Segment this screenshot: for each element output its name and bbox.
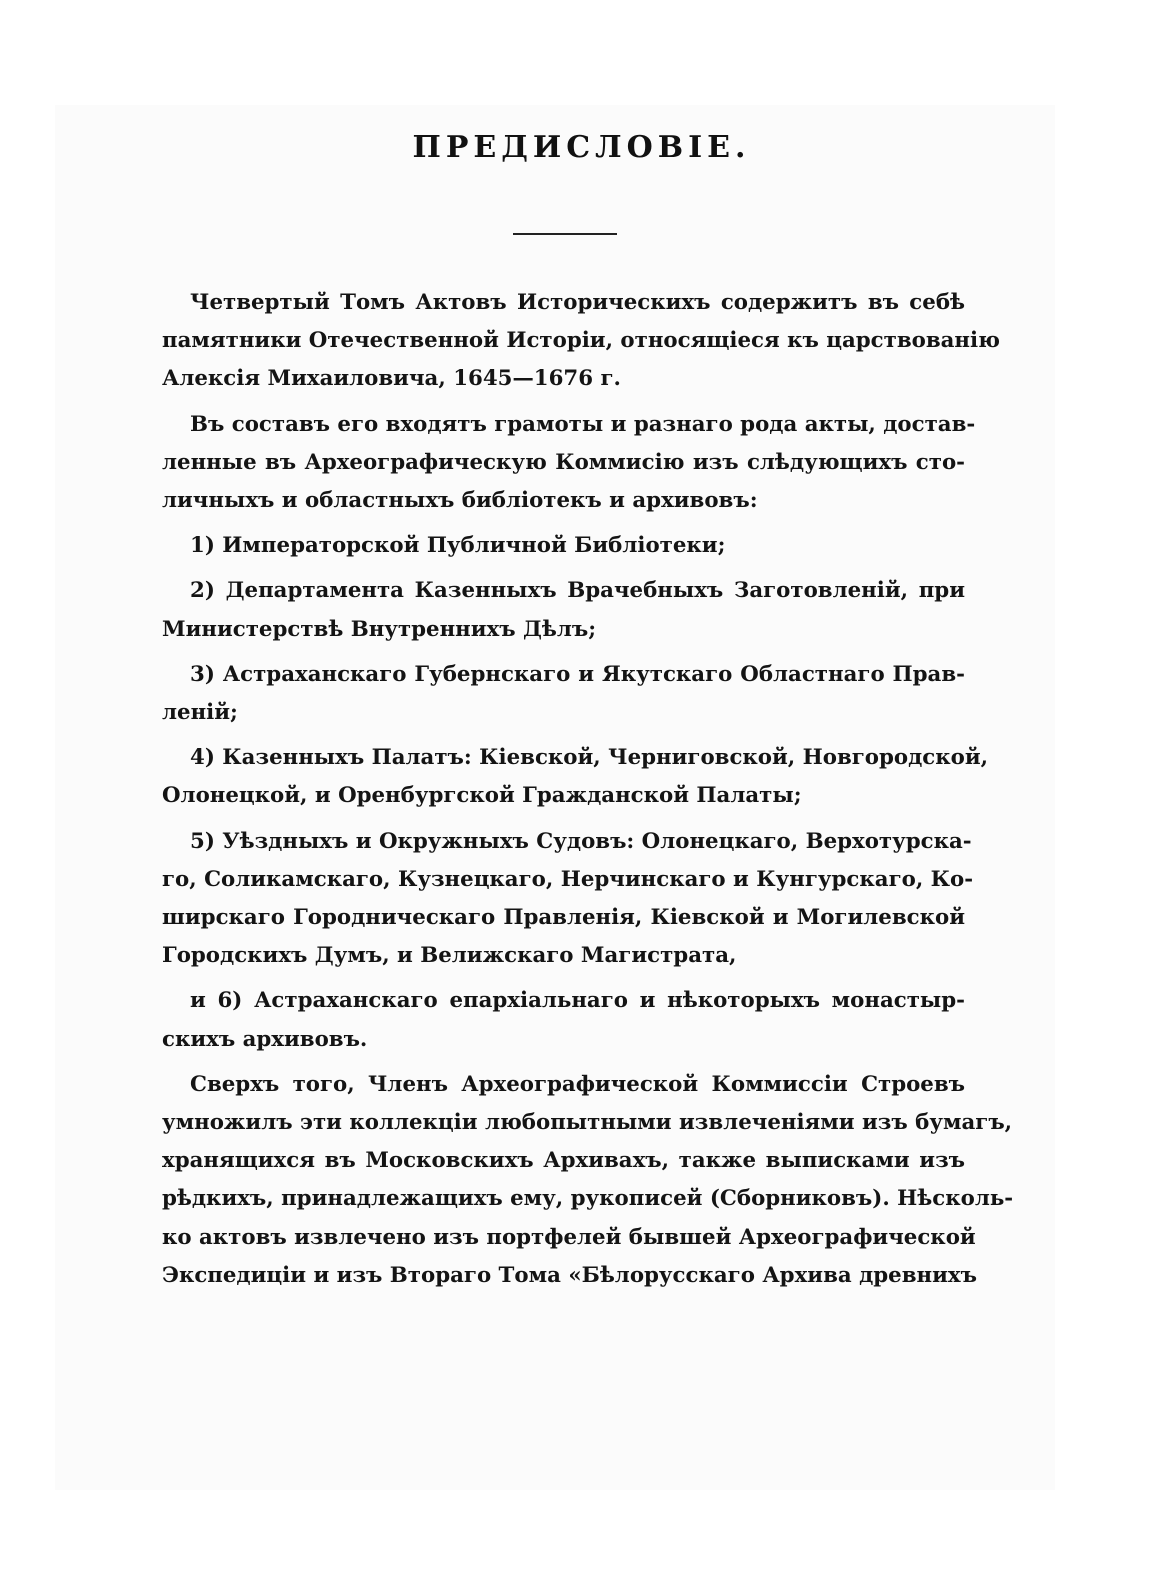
text-line: Министерствѣ Внутреннихъ Дѣлъ;	[162, 616, 597, 642]
text-line: ко актовъ извлечено изъ портфелей бывшей Археографической	[162, 1224, 976, 1250]
text-line: Экспедиціи и изъ Втораго Тома «Бѣлорусскаго Архива древнихъ	[162, 1262, 977, 1288]
page-title: ПРЕДИСЛОВІЕ.	[412, 130, 751, 165]
text-line: и 6) Астраханскаго епархіальнаго и нѣкоторыхъ монастыр-	[190, 988, 965, 1014]
text-line: 1) Императорской Публичной Библіотеки;	[190, 533, 726, 559]
list-item	[162, 572, 965, 648]
text-line: Олонецкой, и Оренбургской Гражданской Палаты;	[162, 783, 802, 809]
preface-body	[162, 284, 1014, 1302]
text-line: 5) Уѣздныхъ и Окружныхъ Судовъ: Олонецкаго, Верхотурска-	[190, 828, 972, 854]
list-item	[162, 739, 989, 815]
title-divider	[513, 233, 617, 235]
list-item	[162, 656, 965, 732]
text-line: Четвертый Томъ Актовъ Историческихъ содержитъ въ себѣ	[190, 290, 965, 315]
text-line: рѣдкихъ, принадлежащихъ ему, рукописей (Сборниковъ). Нѣсколь-	[162, 1186, 1014, 1212]
text-line: Алексія Михаиловича, 1645—1676 г.	[162, 366, 621, 392]
text-line: Въ составъ его входятъ грамоты и разнаго рода акты, достав-	[190, 411, 976, 437]
text-line: ленные въ Археографическую Коммисію изъ слѣдующихъ сто-	[162, 449, 965, 475]
paragraph	[162, 284, 1000, 399]
list-item	[162, 982, 965, 1058]
list-item	[162, 823, 974, 976]
text-line: Городскихъ Думъ, и Велижскаго Магистрата,	[162, 943, 737, 969]
text-line: го, Соликамскаго, Кузнецкаго, Нерчинскаго и Кунгурскаго, Ко-	[162, 866, 974, 892]
text-line: личныхъ и областныхъ библіотекъ и архивовъ:	[162, 488, 758, 514]
text-line: Сверхъ того, Членъ Археографической Коммиссіи Строевъ	[190, 1071, 965, 1097]
text-line: леній;	[162, 700, 238, 726]
paragraph	[162, 406, 976, 521]
text-line: 3) Астраханскаго Губернскаго и Якутскаго Областнаго Прав-	[190, 661, 965, 687]
paragraph	[162, 1066, 1014, 1295]
text-line: хранящихся въ Московскихъ Архивахъ, также выписками изъ	[162, 1148, 965, 1174]
text-line: 2) Департамента Казенныхъ Врачебныхъ Заготовленій, при	[190, 578, 965, 604]
text-line: памятники Отечественной Исторіи, относящіеся къ царствованію	[162, 328, 1000, 354]
text-line: скихъ архивовъ.	[162, 1026, 368, 1052]
text-line: умножилъ эти коллекціи любопытными извлеченіями изъ бумагъ,	[162, 1110, 1013, 1136]
list-item	[162, 527, 965, 565]
text-line: 4) Казенныхъ Палатъ: Кіевской, Черниговской, Новгородской,	[190, 745, 989, 771]
text-line: ширскаго Городническаго Правленія, Кіевской и Могилевской	[162, 905, 965, 931]
